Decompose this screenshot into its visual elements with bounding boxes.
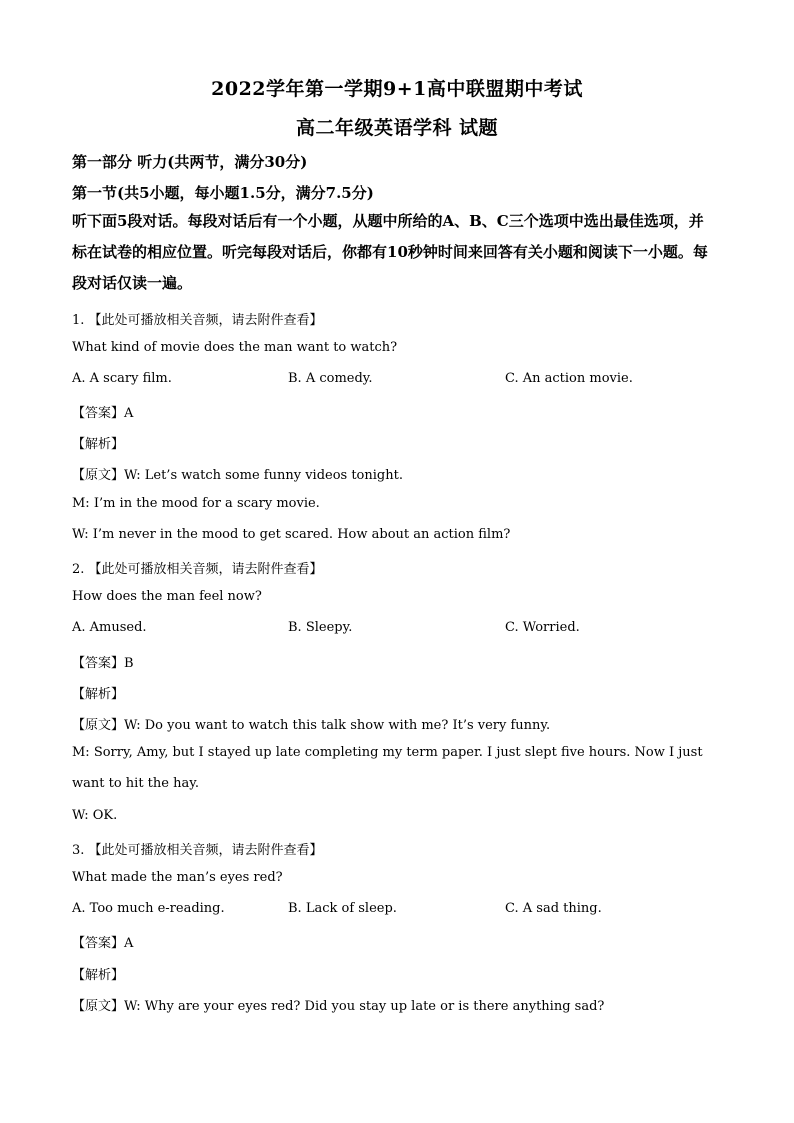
option-c: C. A sad thing.: [505, 901, 602, 916]
question-header: 1. 【此处可播放相关音频，请去附件查看】: [72, 313, 323, 328]
answer-label: 【答案】: [72, 406, 125, 421]
transcript-line: W: I’m never in the mood to get scared. How about an action film?: [72, 527, 511, 542]
answer-value: A: [124, 936, 134, 951]
transcript-line: W: OK.: [72, 808, 118, 823]
answer-label: 【答案】: [72, 656, 125, 671]
transcript-text: W: Why are your eyes red? Did you stay up late or is there anything sad?: [124, 999, 605, 1014]
option-a: A. Too much e-reading.: [72, 901, 225, 916]
transcript-line: [72, 995, 604, 1014]
transcript-text: W: Let’s watch some funny videos tonight.: [124, 468, 403, 483]
answer-label: 【答案】: [72, 936, 125, 951]
transcript-line: [72, 464, 403, 483]
original-label: 【原文】: [72, 718, 125, 733]
exam-title: 2022学年第一学期9+1高中联盟期中考试: [211, 78, 583, 100]
option-b: B. A comedy.: [288, 371, 373, 386]
original-label: 【原文】: [72, 468, 125, 483]
answer-line: [72, 652, 134, 671]
transcript-text: W: Do you want to watch this talk show with me? It’s very funny.: [124, 718, 551, 733]
question-text: What made the man’s eyes red?: [72, 870, 283, 885]
option-b: B. Sleepy.: [288, 620, 353, 635]
option-b: B. Lack of sleep.: [288, 901, 397, 916]
question-header: 2. 【此处可播放相关音频，请去附件查看】: [72, 562, 323, 577]
option-c: C. An action movie.: [505, 371, 633, 386]
transcript-line: [72, 714, 550, 733]
option-c: C. Worried.: [505, 620, 580, 635]
transcript-line: M: Sorry, Amy, but I stayed up late completing my term paper. I just slept five hours. Now I just want to hit the hay.: [72, 745, 703, 791]
option-a: A. Amused.: [72, 620, 147, 635]
question-header: 3. 【此处可播放相关音频，请去附件查看】: [72, 843, 323, 858]
question-text: How does the man feel now?: [72, 589, 262, 604]
answer-line: [72, 402, 133, 421]
answer-value: B: [124, 656, 134, 671]
transcript-line: M: I’m in the mood for a scary movie.: [72, 496, 320, 511]
option-a: A. A scary film.: [72, 371, 172, 386]
answer-line: [72, 932, 133, 951]
original-label: 【原文】: [72, 999, 125, 1014]
analysis-label: 【解析】: [72, 437, 125, 452]
part-heading: 第一部分 听力(共两节，满分30分): [72, 153, 308, 171]
analysis-label: 【解析】: [72, 687, 125, 702]
analysis-label: 【解析】: [72, 968, 125, 983]
answer-value: A: [124, 406, 134, 421]
question-text: What kind of movie does the man want to watch?: [72, 340, 398, 355]
section-heading: 第一节(共5小题，每小题1.5分，满分7.5分): [72, 184, 374, 202]
instructions: 听下面5段对话。每段对话后有一个小题，从题中所给的A、B、C三个选项中选出最佳选项，并标在试卷的相应位置。听完每段对话后，你都有10秒钟时间来回答有关小题和阅读下一小题。每段对话仅读一遍。: [72, 212, 708, 292]
exam-subtitle: 高二年级英语学科 试题: [295, 117, 499, 139]
